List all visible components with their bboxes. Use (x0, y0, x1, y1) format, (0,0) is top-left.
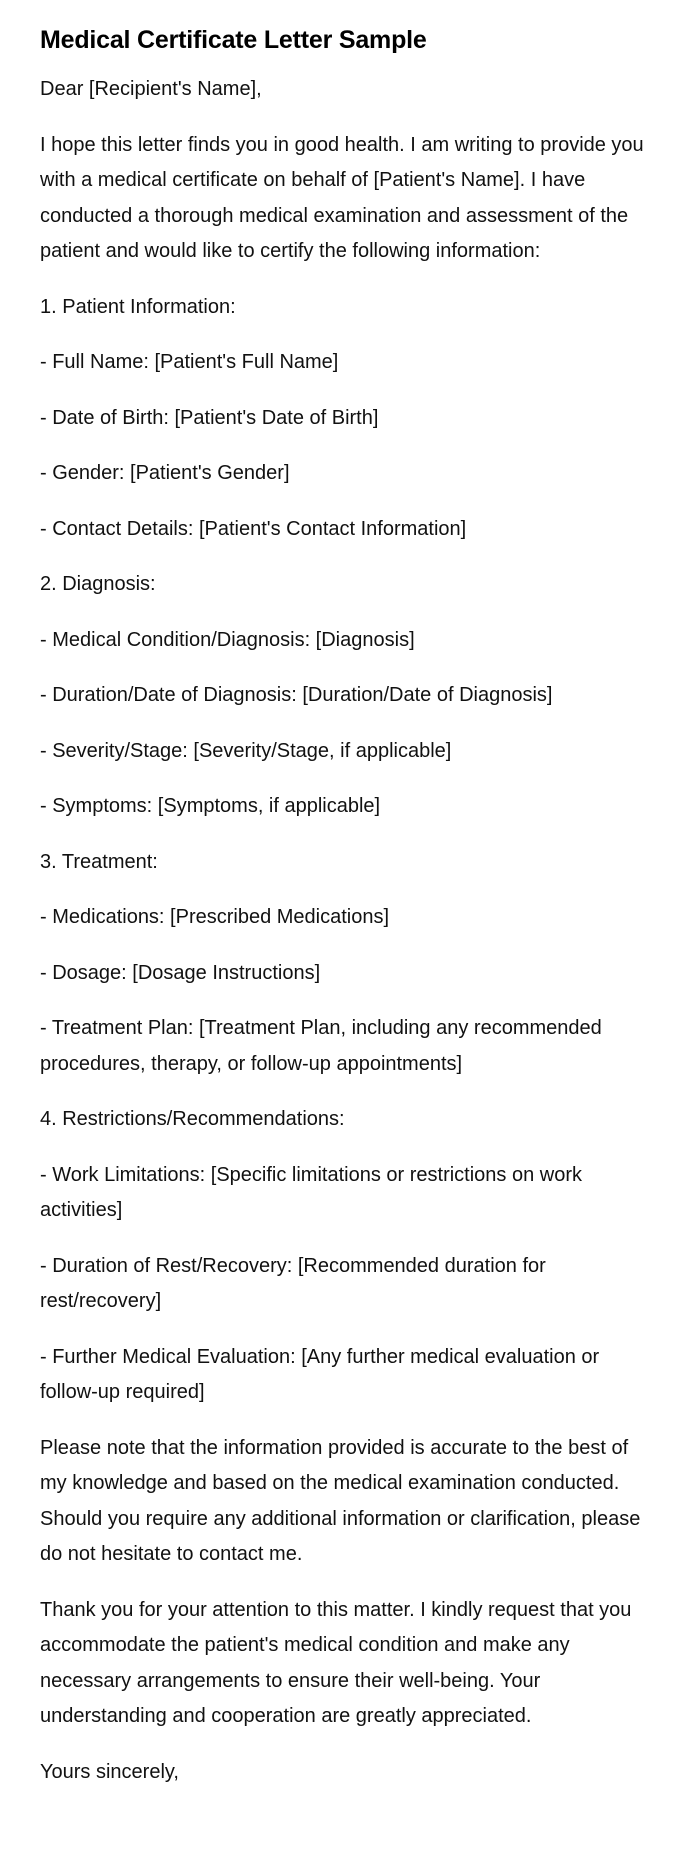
section-heading-patient-information: 1. Patient Information: (40, 295, 236, 318)
list-item-medical-condition: - Medical Condition/Diagnosis: [Diagnosis] (40, 628, 415, 651)
section-heading-diagnosis: 2. Diagnosis: (40, 573, 156, 595)
list-item-full-name: - Full Name: [Patient's Full Name] (40, 351, 339, 373)
list-item-severity-stage: - Severity/Stage: [Severity/Stage, if applicable] (40, 739, 452, 762)
list-item-dosage: - Dosage: [Dosage Instructions] (40, 961, 321, 984)
list-item-work-limitations: - Work Limitations: [Specific limitations or restrictions on work activities] (40, 1163, 583, 1221)
list-item-duration-date: - Duration/Date of Diagnosis: [Duration/Date of Diagnosis] (40, 684, 553, 706)
list-item-rest-recovery: - Duration of Rest/Recovery: [Recommended duration for rest/recovery] (40, 1254, 546, 1312)
list-item-treatment-plan: - Treatment Plan: [Treatment Plan, including any recommended procedures, therapy, or follow-up appointments] (40, 1017, 602, 1075)
thanks-paragraph: Thank you for your attention to this matter. I kindly request that you accommodate the patient's medical condition and make any necessary arrangements to ensure their well-being. Your understanding and cooperation are greatly appreciated. (40, 1598, 632, 1727)
list-item-medications: - Medications: [Prescribed Medications] (40, 906, 390, 928)
intro-paragraph: I hope this letter finds you in good health. I am writing to provide you with a medical certificate on behalf of [Patient's Name]. I have conducted a thorough medical examination and assessment of the patient and would like to certify the following information: (40, 133, 644, 262)
closing: Yours sincerely, (40, 1760, 179, 1783)
note-paragraph: Please note that the information provided is accurate to the best of my knowledge and based on the medical examination conducted. Should you require any additional information or clarification, please do not hesitate to contact me. (40, 1436, 641, 1565)
list-item-date-of-birth: - Date of Birth: [Patient's Date of Birth] (40, 406, 379, 429)
document-title: Medical Certificate Letter Sample (40, 26, 427, 54)
salutation: Dear [Recipient's Name], (40, 78, 262, 100)
section-heading-restrictions: 4. Restrictions/Recommendations: (40, 1108, 345, 1130)
list-item-symptoms: - Symptoms: [Symptoms, if applicable] (40, 795, 381, 817)
list-item-gender: - Gender: [Patient's Gender] (40, 462, 290, 484)
section-heading-treatment: 3. Treatment: (40, 850, 158, 873)
list-item-contact-details: - Contact Details: [Patient's Contact Information] (40, 517, 467, 540)
list-item-further-evaluation: - Further Medical Evaluation: [Any further medical evaluation or follow-up required] (40, 1345, 600, 1403)
